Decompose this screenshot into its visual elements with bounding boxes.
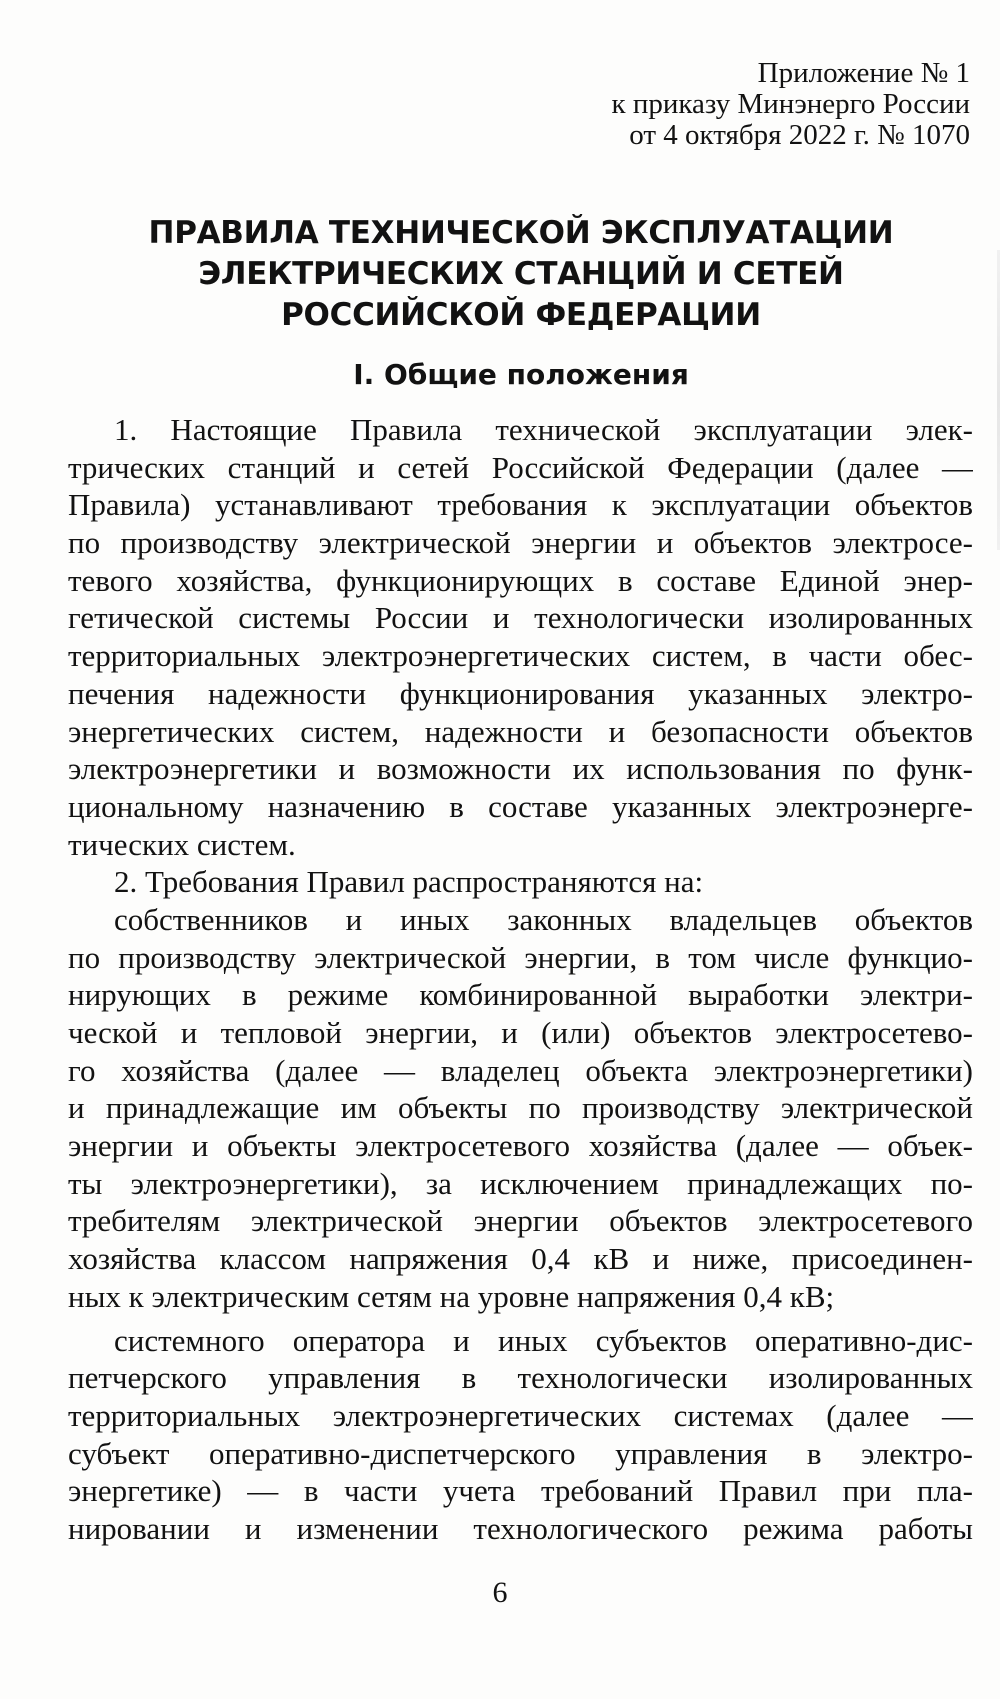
text-line: тевого хозяйства, функционирующих в составе Единой энер-: [68, 562, 973, 598]
text-line: ных к электрическим сетям на уровне напряжения 0,4 кВ;: [68, 1278, 835, 1314]
text-line: тических систем.: [68, 826, 296, 862]
text-line: го хозяйства (далее — владелец объекта электроэнергетики): [68, 1052, 973, 1088]
text-line: нировании и изменении технологического режима работы: [68, 1510, 973, 1546]
text-line: и принадлежащие им объекты по производству электрической: [68, 1090, 973, 1126]
text-line: 1. Настоящие Правила технической эксплуатации элек-: [114, 412, 973, 447]
document-title: [68, 213, 974, 336]
appendix-order: к приказу Минэнерго России: [611, 88, 970, 120]
text-line: по производству электрической энергии, в том числе функцио-: [68, 939, 973, 975]
text-line: территориальных электроэнергетических систем, в части обес-: [68, 638, 973, 674]
text-line: печения надежности функционирования указанных электро-: [68, 675, 973, 711]
text-line: электроэнергетики и возможности их использования по функ-: [68, 751, 973, 787]
text-line: 2. Требования Правил распространяются на:: [114, 864, 704, 900]
body-text: [68, 411, 973, 1548]
text-line: гетической системы России и технологически изолированных: [68, 600, 973, 636]
text-line: собственников и иных законных владельцев объектов: [114, 901, 973, 937]
text-line: субъект оперативно-диспетчерского управления в электро-: [68, 1435, 973, 1471]
text-line: петчерского управления в технологически изолированных: [68, 1360, 973, 1396]
text-line: системного оператора и иных субъектов оперативно-дис-: [114, 1322, 973, 1358]
title-line: РОССИЙСКОЙ ФЕДЕРАЦИИ: [281, 297, 761, 333]
text-line: энергии и объекты электросетевого хозяйства (далее — объек-: [68, 1128, 973, 1164]
page-number: 6: [492, 1576, 508, 1609]
title-line: ЭЛЕКТРИЧЕСКИХ СТАНЦИЙ И СЕТЕЙ: [198, 256, 844, 292]
appendix-reference: [612, 58, 971, 151]
text-line: энергетических систем, надежности и безопасности объектов: [68, 713, 973, 749]
text-line: энергетике) — в части учета требований Правил при пла-: [68, 1473, 973, 1509]
text-line: требителям электрической энергии объектов электросетевого: [68, 1203, 973, 1239]
text-line: ты электроэнергетики), за исключением принадлежащих по-: [68, 1165, 973, 1201]
text-line: хозяйства классом напряжения 0,4 кВ и ниже, присоединен-: [68, 1241, 973, 1277]
text-line: по производству электрической энергии и объектов электросе-: [68, 525, 973, 561]
text-line: Правила) устанавливают требования к эксплуатации объектов: [68, 487, 973, 523]
appendix-date: от 4 октября 2022 г. № 1070: [629, 119, 970, 151]
text-line: ческой и тепловой энергии, и (или) объектов электросетево-: [68, 1015, 973, 1050]
text-line: нирующих в режиме комбинированной выработки электри-: [68, 977, 973, 1013]
text-line: циональному назначению в составе указанных электроэнерге-: [68, 788, 973, 824]
text-line: территориальных электроэнергетических системах (далее —: [68, 1397, 973, 1433]
section-heading: I. Общие положения: [353, 358, 689, 391]
title-line: ПРАВИЛА ТЕХНИЧЕСКОЙ ЭКСПЛУАТАЦИИ: [148, 215, 894, 251]
text-line: трических станций и сетей Российской Федерации (далее —: [68, 449, 973, 485]
appendix-number: Приложение № 1: [757, 57, 970, 89]
